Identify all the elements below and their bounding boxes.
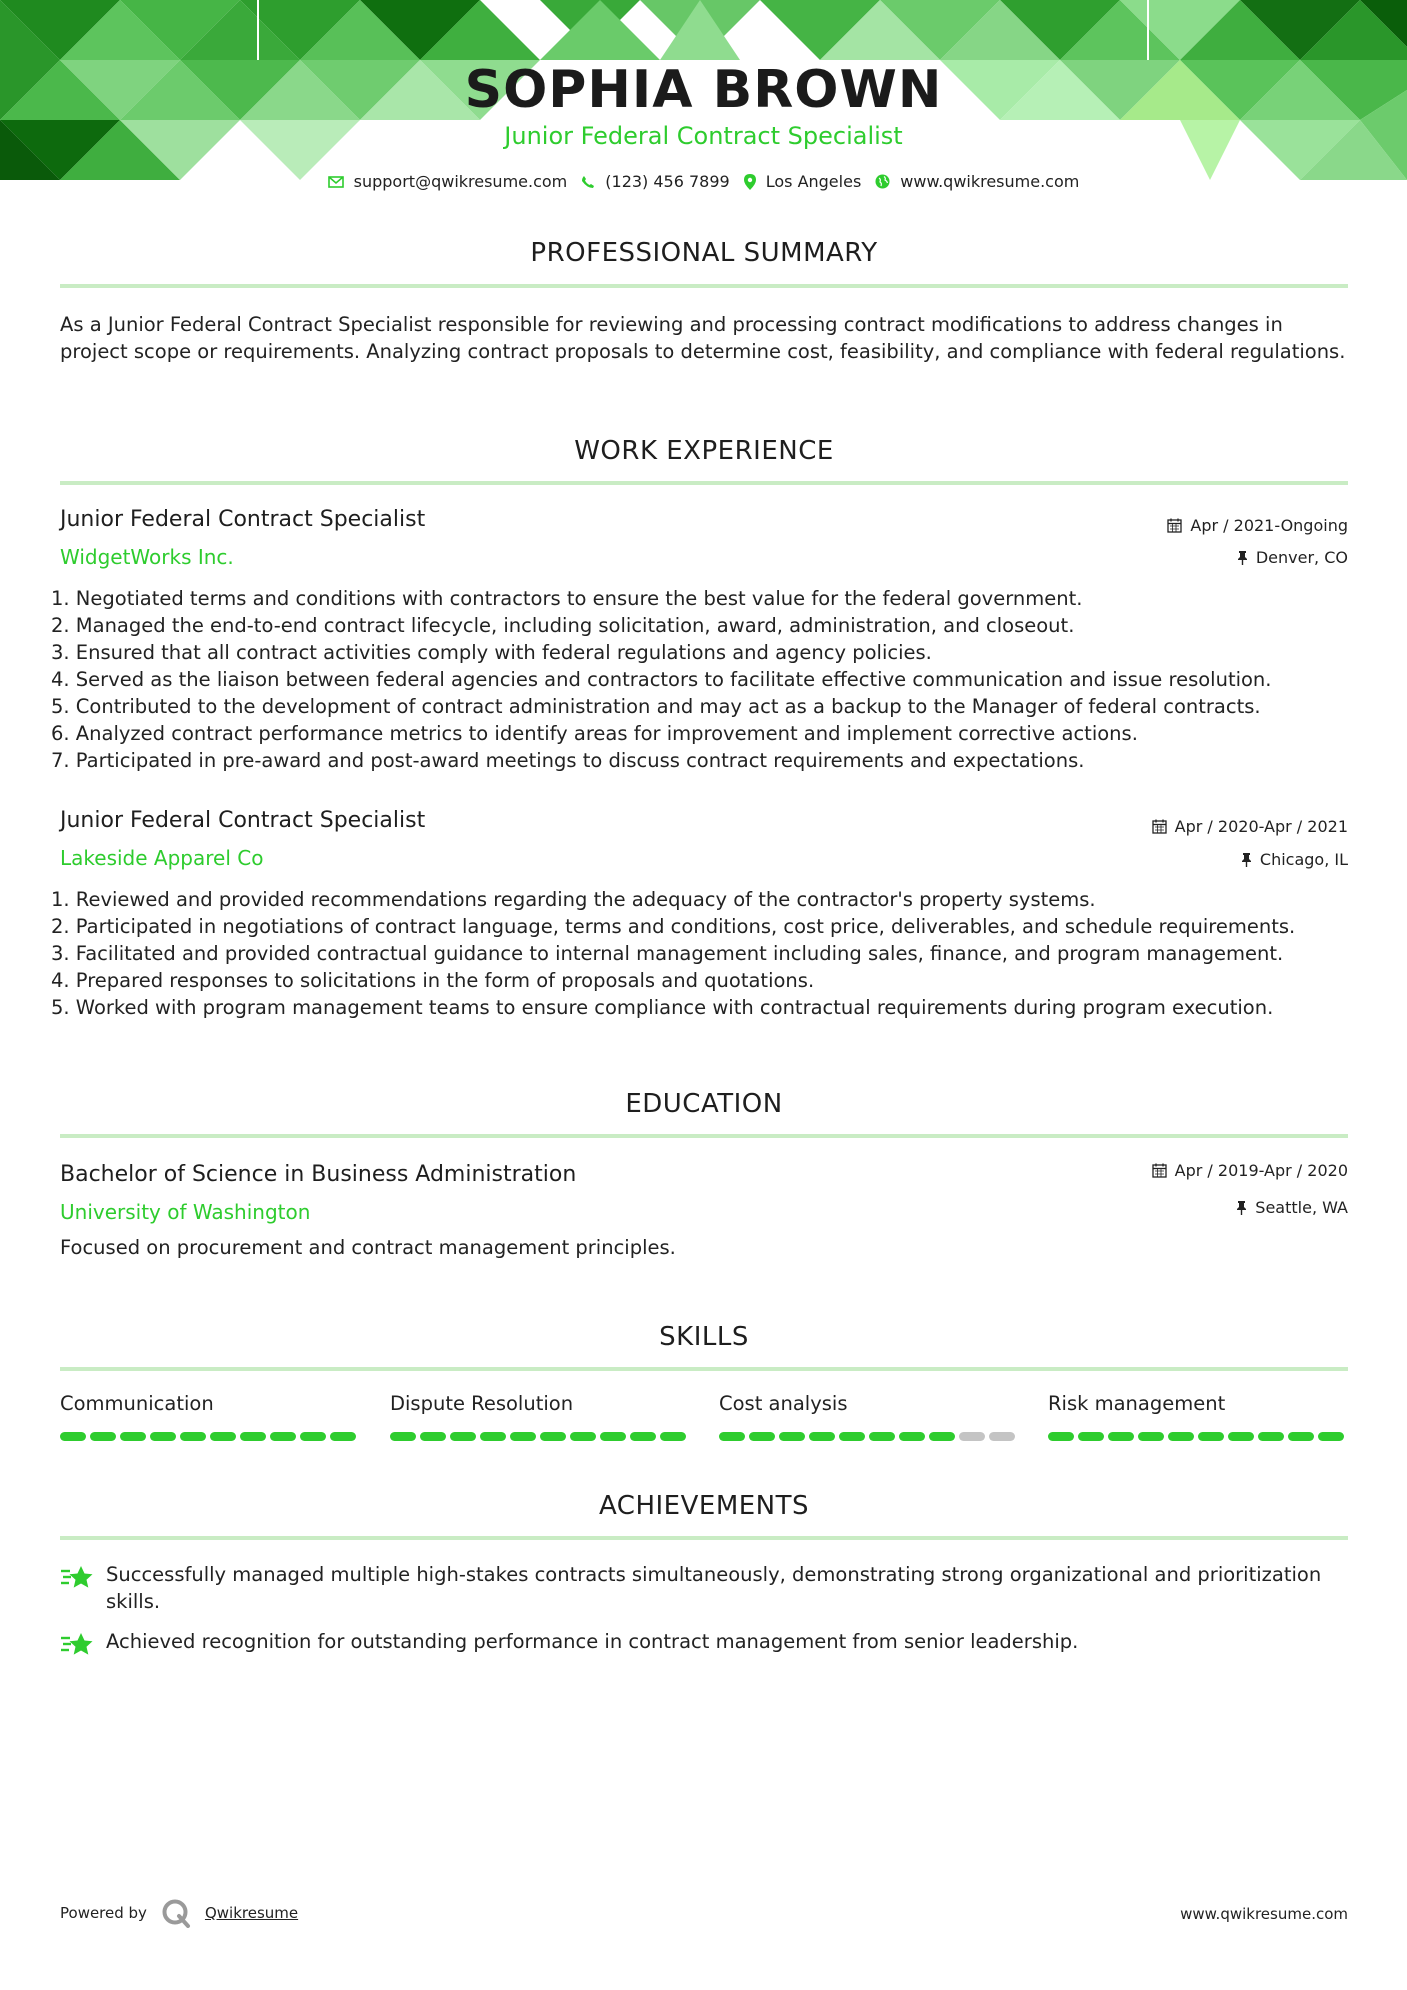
achievements-divider bbox=[60, 1536, 1348, 1540]
company-name: WidgetWorks Inc. bbox=[60, 545, 234, 569]
skill-segment-filled bbox=[660, 1432, 686, 1441]
skill-segment-filled bbox=[300, 1432, 326, 1441]
skill-segment-filled bbox=[1228, 1432, 1254, 1441]
pushpin-icon bbox=[1237, 551, 1248, 565]
skill-segment-filled bbox=[839, 1432, 865, 1441]
contact-website[interactable] bbox=[875, 172, 1079, 191]
summary-divider bbox=[60, 284, 1348, 288]
skill-segment-filled bbox=[869, 1432, 895, 1441]
skill-segment-filled bbox=[90, 1432, 116, 1441]
skill-segment-filled bbox=[1138, 1432, 1164, 1441]
job-bullet: 2. Managed the end-to-end contract lifecycle, including solicitation, award, administration, and closeout. bbox=[51, 614, 1075, 637]
achievement-text: Achieved recognition for outstanding performance in contract management from senior leadership. bbox=[106, 1630, 1079, 1653]
skill-label: Dispute Resolution bbox=[390, 1392, 574, 1415]
skill-segment-filled bbox=[929, 1432, 955, 1441]
summary-text: As a Junior Federal Contract Specialist responsible for reviewing and processing contract modifications to address changes in project scope or requirements. Analyzing contract proposals to determine cost, feasibility, and compliance with federal regulations. bbox=[60, 313, 1346, 363]
job-dates-text: Apr / 2021-Ongoing bbox=[1190, 516, 1348, 535]
company-name: Lakeside Apparel Co bbox=[60, 846, 264, 870]
contact-email[interactable] bbox=[328, 172, 568, 191]
education-divider bbox=[60, 1134, 1348, 1138]
skill-segment-filled bbox=[1198, 1432, 1224, 1441]
achievement-item bbox=[60, 1561, 1348, 1615]
skill-level-bar bbox=[390, 1432, 690, 1441]
job-bullet: 1. Negotiated terms and conditions with contractors to ensure the best value for the federal government. bbox=[51, 587, 1083, 610]
contact-bar bbox=[0, 172, 1407, 191]
qwikresume-link[interactable]: Qwikresume bbox=[204, 1904, 299, 1922]
star-icon bbox=[60, 1631, 94, 1657]
skill-label: Communication bbox=[60, 1392, 214, 1415]
skill-segment-filled bbox=[330, 1432, 356, 1441]
skill-segment-filled bbox=[600, 1432, 626, 1441]
skill-cost-analysis bbox=[719, 1392, 1019, 1441]
job-dates bbox=[1167, 516, 1348, 535]
contact-phone-text: (123) 456 7899 bbox=[605, 172, 730, 191]
skill-level-bar bbox=[60, 1432, 360, 1441]
skill-risk-management bbox=[1048, 1392, 1348, 1441]
envelope-icon bbox=[328, 176, 344, 188]
skill-segment-filled bbox=[60, 1432, 86, 1441]
contact-location bbox=[744, 172, 862, 191]
achievements-heading: ACHIEVEMENTS bbox=[598, 1491, 810, 1521]
pushpin-icon bbox=[1236, 1201, 1247, 1215]
skill-segment-empty bbox=[959, 1432, 985, 1441]
footer-website[interactable]: www.qwikresume.com bbox=[1180, 1905, 1348, 1923]
job-title: Junior Federal Contract Specialist bbox=[60, 808, 426, 833]
skill-segment-filled bbox=[1258, 1432, 1284, 1441]
job-bullets bbox=[51, 886, 1361, 1021]
skill-segment-filled bbox=[120, 1432, 146, 1441]
contact-email-text: support@qwikresume.com bbox=[353, 172, 568, 191]
skill-communication bbox=[60, 1392, 360, 1441]
job-bullet: 7. Participated in pre-award and post-award meetings to discuss contract requirements and expectations. bbox=[51, 749, 1085, 772]
skill-segment-filled bbox=[1108, 1432, 1134, 1441]
map-pin-icon bbox=[744, 174, 756, 190]
skill-segment-filled bbox=[1048, 1432, 1074, 1441]
contact-website-text: www.qwikresume.com bbox=[900, 172, 1080, 191]
candidate-name: SOPHIA BROWN bbox=[464, 60, 943, 120]
globe-icon bbox=[875, 174, 890, 189]
job-bullet: 5. Worked with program management teams to ensure compliance with contractual requirements during program execution. bbox=[51, 996, 1274, 1019]
footer-powered-by bbox=[60, 1898, 298, 1928]
skill-segment-filled bbox=[809, 1432, 835, 1441]
job-bullet: 3. Facilitated and provided contractual guidance to internal management including sales, finance, and program management. bbox=[51, 942, 1284, 965]
skills-heading: SKILLS bbox=[659, 1322, 749, 1352]
skill-segment-filled bbox=[480, 1432, 506, 1441]
skill-segment-filled bbox=[270, 1432, 296, 1441]
skill-segment-filled bbox=[570, 1432, 596, 1441]
job-title: Junior Federal Contract Specialist bbox=[60, 507, 426, 532]
job-bullet: 5. Contributed to the development of contract administration and may act as a backup to the Manager of federal contracts. bbox=[51, 695, 1261, 718]
job-bullets bbox=[51, 585, 1361, 774]
skill-segment-filled bbox=[540, 1432, 566, 1441]
powered-by-label: Powered by bbox=[60, 1904, 147, 1922]
calendar-icon bbox=[1152, 1163, 1167, 1178]
skill-dispute-resolution bbox=[390, 1392, 690, 1441]
qwikresume-logo-icon bbox=[161, 1898, 191, 1928]
skill-segment-filled bbox=[150, 1432, 176, 1441]
education-heading: EDUCATION bbox=[625, 1089, 783, 1119]
achievement-text: Successfully managed multiple high-stakes contracts simultaneously, demonstrating strong organizational and prioritization skills. bbox=[106, 1563, 1322, 1613]
skill-segment-filled bbox=[630, 1432, 656, 1441]
skill-segment-filled bbox=[1318, 1432, 1344, 1441]
education-note: Focused on procurement and contract management principles. bbox=[60, 1236, 676, 1259]
experience-heading: WORK EXPERIENCE bbox=[574, 436, 834, 466]
job-bullet: 4. Prepared responses to solicitations in the form of proposals and quotations. bbox=[51, 969, 815, 992]
skill-segment-filled bbox=[510, 1432, 536, 1441]
pushpin-icon bbox=[1241, 853, 1252, 867]
experience-divider bbox=[60, 481, 1348, 485]
skill-segment-filled bbox=[210, 1432, 236, 1441]
skill-segment-filled bbox=[899, 1432, 925, 1441]
skill-segment-filled bbox=[450, 1432, 476, 1441]
job-dates-text: Apr / 2020-Apr / 2021 bbox=[1174, 817, 1348, 836]
skills-divider bbox=[60, 1367, 1348, 1371]
job-location bbox=[1237, 548, 1348, 567]
school-name: University of Washington bbox=[60, 1200, 311, 1224]
skill-segment-filled bbox=[749, 1432, 775, 1441]
job-bullet: 4. Served as the liaison between federal agencies and contractors to facilitate effective communication and issue resolution. bbox=[51, 668, 1272, 691]
skill-label: Risk management bbox=[1048, 1392, 1226, 1415]
skill-segment-filled bbox=[1168, 1432, 1194, 1441]
job-location-text: Chicago, IL bbox=[1259, 850, 1348, 869]
job-location bbox=[1241, 850, 1348, 869]
degree-title: Bachelor of Science in Business Administration bbox=[60, 1162, 577, 1187]
skill-level-bar bbox=[1048, 1432, 1348, 1441]
job-dates bbox=[1152, 817, 1348, 836]
education-location bbox=[1236, 1198, 1348, 1217]
skill-segment-filled bbox=[240, 1432, 266, 1441]
calendar-icon bbox=[1167, 518, 1182, 533]
job-bullet: 3. Ensured that all contract activities comply with federal regulations and agency policies. bbox=[51, 641, 932, 664]
skill-segment-filled bbox=[1078, 1432, 1104, 1441]
achievement-item bbox=[60, 1628, 1348, 1657]
job-bullet: 2. Participated in negotiations of contract language, terms and conditions, cost price, deliverables, and schedule requirements. bbox=[51, 915, 1296, 938]
contact-phone[interactable] bbox=[581, 172, 729, 191]
education-location-text: Seattle, WA bbox=[1255, 1198, 1348, 1217]
education-dates bbox=[1152, 1161, 1348, 1180]
job-bullet: 1. Reviewed and provided recommendations regarding the adequacy of the contractor's property systems. bbox=[51, 888, 1096, 911]
skill-segment-empty bbox=[989, 1432, 1015, 1441]
education-dates-text: Apr / 2019-Apr / 2020 bbox=[1174, 1161, 1348, 1180]
job-bullet: 6. Analyzed contract performance metrics to identify areas for improvement and implement corrective actions. bbox=[51, 722, 1138, 745]
skill-label: Cost analysis bbox=[719, 1392, 848, 1415]
job-location-text: Denver, CO bbox=[1255, 548, 1348, 567]
skill-segment-filled bbox=[420, 1432, 446, 1441]
skill-segment-filled bbox=[1288, 1432, 1314, 1441]
summary-heading: PROFESSIONAL SUMMARY bbox=[530, 238, 878, 268]
contact-location-text: Los Angeles bbox=[765, 172, 862, 191]
skill-segment-filled bbox=[779, 1432, 805, 1441]
skill-segment-filled bbox=[180, 1432, 206, 1441]
star-icon bbox=[60, 1564, 94, 1590]
skill-segment-filled bbox=[390, 1432, 416, 1441]
skill-segment-filled bbox=[719, 1432, 745, 1441]
skill-level-bar bbox=[719, 1432, 1019, 1441]
calendar-icon bbox=[1152, 819, 1167, 834]
candidate-role: Junior Federal Contract Specialist bbox=[504, 122, 903, 150]
phone-icon bbox=[581, 175, 595, 189]
